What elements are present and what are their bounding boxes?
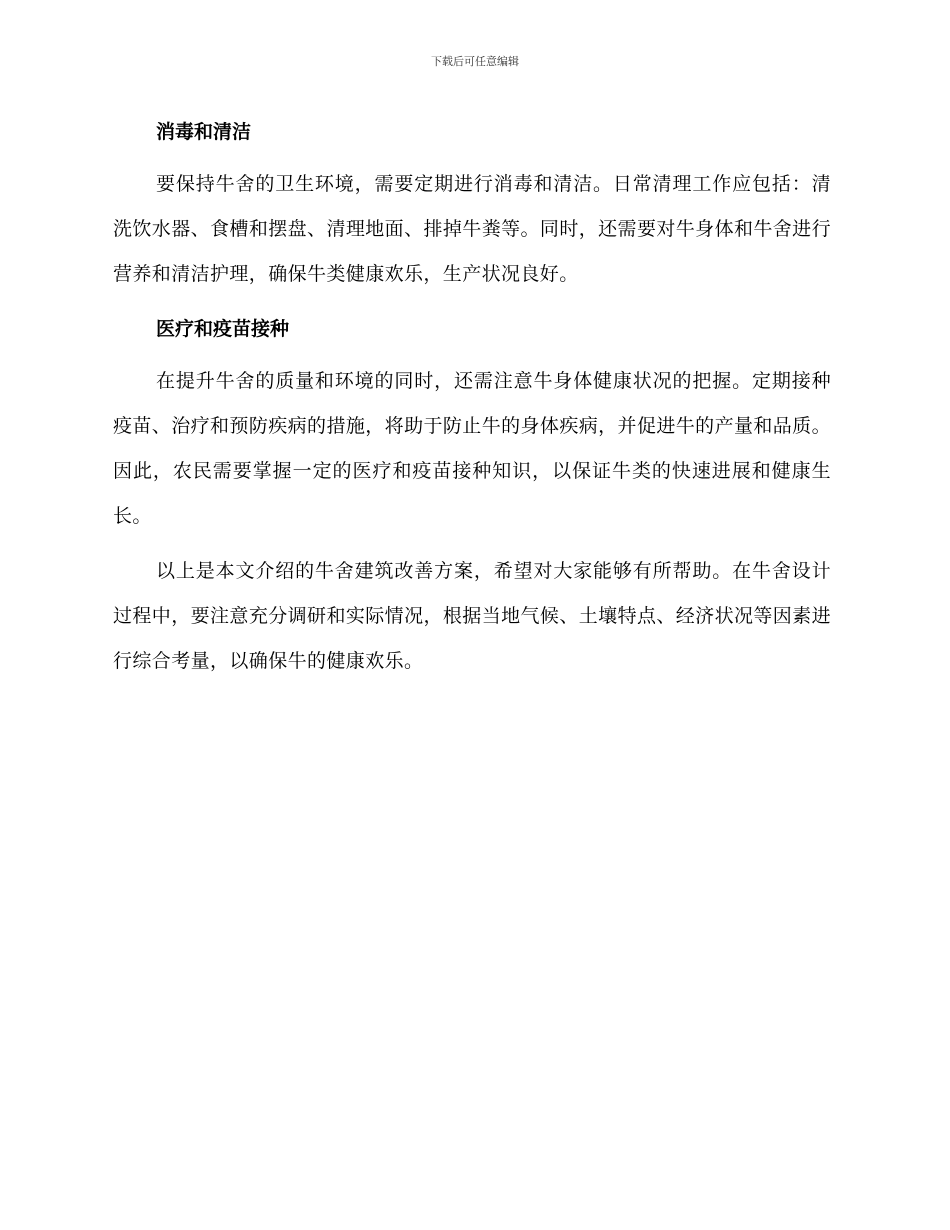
section-heading-medical: 医疗和疫苗接种 [156, 318, 290, 340]
conclusion-paragraph: 以上是本文介绍的牛舍建筑改善方案，希望对大家能够有所帮助。在牛舍设计过程中，要注意充分调研和实际情况，根据当地气候、土壤特点、经济状况等因素进行综合考量，以确保牛的健康欢乐。 [113, 560, 831, 672]
section-heading-disinfection: 消毒和清洁 [156, 121, 252, 143]
document-body [113, 110, 831, 684]
section-paragraph-medical: 在提升牛舍的质量和环境的同时，还需注意牛身体健康状况的把握。定期接种疫苗、治疗和预防疾病的措施，将助于防止牛的身体疾病，并促进牛的产量和品质。因此，农民需要掌握一定的医疗和疫苗接种知识，以保证牛类的快速进展和健康生长。 [113, 370, 831, 527]
section-paragraph-disinfection: 要保持牛舍的卫生环境，需要定期进行消毒和清洁。日常清理工作应包括：清洗饮水器、食槽和摆盘、清理地面、排掉牛粪等。同时，还需要对牛身体和牛舍进行营养和清洁护理，确保牛类健康欢乐，生产状况良好。 [113, 173, 831, 285]
page-header: 下载后可任意编辑 [431, 55, 519, 68]
